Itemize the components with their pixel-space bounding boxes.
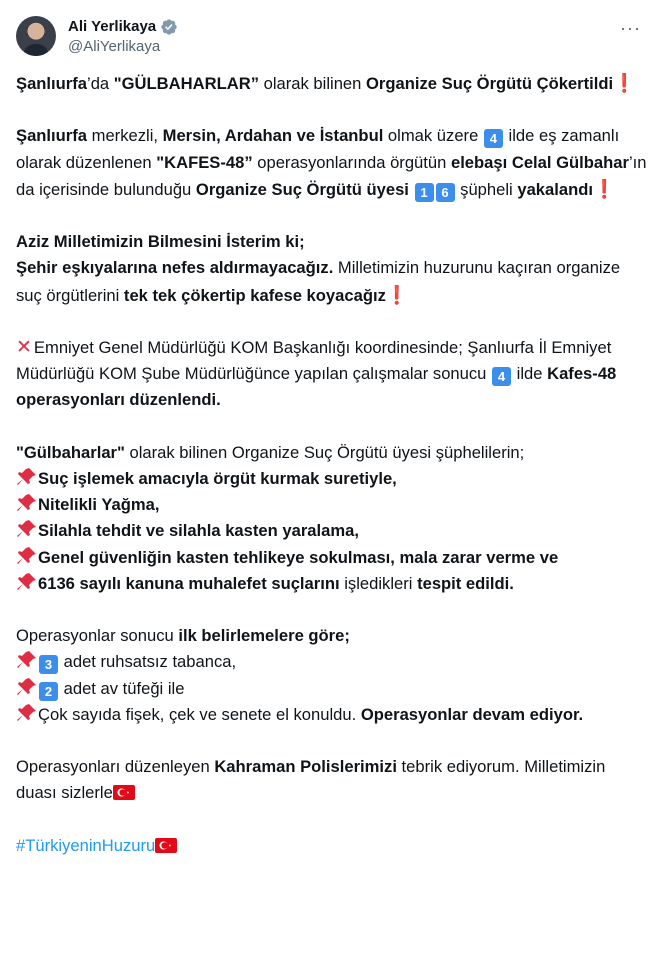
text: ilk belirlemelere göre;	[178, 626, 350, 646]
text: Organize Suç Örgütü üyesi	[195, 179, 409, 199]
turkey-flag-icon	[155, 838, 177, 853]
keycap-2-icon: 2	[39, 682, 58, 701]
text: ’da	[87, 74, 114, 93]
text: operasyonlarında örgütün	[252, 152, 451, 172]
text: Organize Suç Örgütü Çökertildi	[366, 74, 614, 93]
paragraph-6	[16, 623, 648, 728]
text: "Gülbaharlar"	[16, 442, 125, 462]
text: ilde eş zamanlı olarak düzenlenen	[16, 126, 620, 172]
text: Silahla tehdit ve silahla kasten yaralama,	[38, 521, 359, 541]
avatar[interactable]	[16, 16, 56, 56]
text: işledikleri	[339, 573, 418, 593]
tweet-header	[16, 12, 645, 60]
pushpin-icon	[16, 519, 38, 539]
text: "KAFES-48”	[156, 152, 253, 172]
author-block	[68, 18, 178, 55]
pushpin-icon	[16, 493, 38, 513]
handle[interactable]: @AliYerlikaya	[68, 37, 161, 55]
pushpin-icon	[16, 467, 38, 487]
paragraph-3	[16, 229, 648, 309]
paragraph-7	[16, 754, 648, 806]
text: Operasyonlar devam ediyor.	[360, 704, 584, 724]
verified-badge-icon	[160, 18, 178, 36]
exclamation-icon: ❗	[613, 73, 636, 93]
paragraph-5	[16, 440, 648, 597]
text: Operasyonları düzenleyen	[16, 757, 215, 777]
text: olarak bilinen Organize Suç Örgütü üyesi şüphelilerin;	[124, 442, 525, 462]
text: olmak üzere	[383, 126, 483, 146]
turkey-flag-icon	[113, 785, 135, 800]
cross-mark-icon: ✕	[16, 336, 32, 358]
text: Genel güvenliğin kasten tehlikeye sokulması, mala zarar verme ve	[38, 547, 559, 567]
text: Mersin, Ardahan ve İstanbul	[162, 126, 384, 146]
keycap-4-icon: 4	[492, 367, 511, 386]
more-horizontal-icon[interactable]: ···	[620, 18, 641, 38]
pushpin-icon	[16, 677, 38, 697]
text: Şehir eşkıyalarına nefes aldırmayacağız.	[16, 258, 334, 278]
keycap-6-icon: 6	[436, 183, 455, 202]
paragraph-1	[16, 70, 648, 97]
text: elebaşı Celal Gülbahar	[450, 152, 629, 172]
text: 6136 sayılı kanuna muhalefet suçlarını	[38, 573, 340, 593]
paragraph-4	[16, 335, 648, 414]
name-row	[68, 18, 178, 36]
exclamation-icon: ❗	[592, 178, 616, 199]
text: merkezli,	[87, 126, 163, 146]
text: şüpheli	[455, 179, 518, 199]
text: Çok sayıda fişek, çek ve senete el konuldu.	[38, 704, 361, 724]
tweet-text	[16, 70, 648, 859]
paragraph-hashtag	[16, 833, 648, 859]
text: Milletimizin huzurunu kaçıran organize suç örgütlerini	[16, 258, 621, 305]
text: Kafes-48 operasyonları düzenlendi.	[16, 364, 617, 410]
pushpin-icon	[16, 703, 38, 723]
hashtag-link[interactable]: #TürkiyeninHuzuru	[16, 835, 156, 855]
text: Suç işlemek amacıyla örgüt kurmak suretiyle,	[38, 468, 397, 488]
text: Aziz Milletimizin Bilmesini İsterim ki;	[16, 232, 305, 252]
text: Nitelikli Yağma,	[38, 495, 160, 515]
pushpin-icon	[16, 650, 38, 670]
text: adet av tüfeği ile	[59, 678, 185, 698]
exclamation-icon: ❗	[385, 284, 409, 305]
keycap-4-icon: 4	[484, 129, 503, 148]
text: yakalandı	[517, 179, 593, 199]
text: tebrik ediyorum. Milletimizin duası sizlerle	[16, 757, 606, 803]
paragraph-2	[16, 123, 648, 203]
text: tek tek çökertip kafese koyacağız	[123, 285, 386, 305]
text: adet ruhsatsız tabanca,	[59, 652, 237, 672]
text: ’ın da içerisinde bulunduğu	[16, 152, 647, 199]
text: Emniyet Genel Müdürlüğü KOM Başkanlığı koordinesinde; Şanlıurfa İl Emniyet Müdürlüğü KOM Şube Müdürlüğünce yapılan çalışmalar sonucu	[16, 337, 612, 384]
keycap-1-icon: 1	[415, 183, 434, 202]
text: "GÜLBAHARLAR”	[113, 74, 259, 93]
text: Operasyonlar sonucu	[16, 626, 179, 646]
text: ilde	[512, 364, 548, 384]
text: Şanlıurfa	[16, 126, 88, 146]
text: olarak bilinen	[259, 74, 367, 93]
text: Şanlıurfa	[16, 74, 88, 93]
display-name[interactable]: Ali Yerlikaya	[68, 18, 157, 35]
text: tespit edildi.	[417, 573, 514, 593]
pushpin-icon	[16, 572, 38, 592]
keycap-3-icon: 3	[39, 655, 58, 674]
text: Kahraman Polislerimizi	[214, 757, 397, 777]
pushpin-icon	[16, 546, 38, 566]
